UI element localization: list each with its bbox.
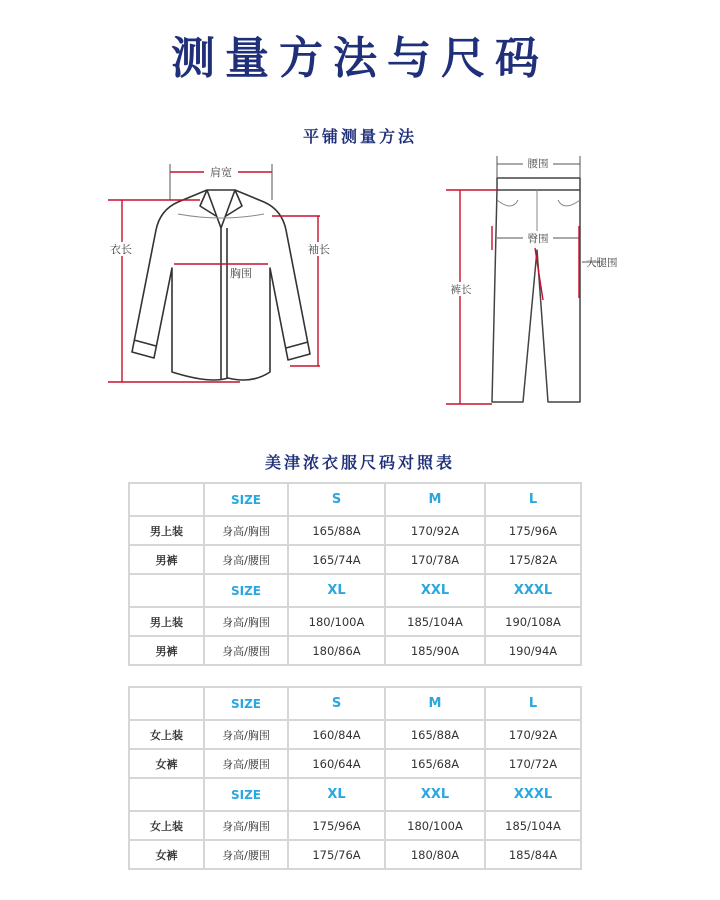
size-value: 165/74A (288, 545, 385, 574)
size-value: 165/88A (288, 516, 385, 545)
size-header-cell: M (385, 687, 485, 720)
size-value: 185/90A (385, 636, 485, 665)
row-spec: 身高/腰围 (204, 749, 288, 778)
size-value: 175/82A (485, 545, 581, 574)
table-header-row (129, 574, 581, 607)
size-value: 185/104A (385, 607, 485, 636)
row-label: 女上装 (129, 720, 204, 749)
size-value: 175/96A (288, 811, 385, 840)
measure-method-heading: 平铺测量方法 (302, 127, 417, 146)
row-label: 女上装 (129, 811, 204, 840)
chest-label: 胸围 (230, 267, 252, 280)
size-header-cell: SIZE (204, 778, 288, 811)
size-value: 165/68A (385, 749, 485, 778)
thigh-label: 大腿围 (586, 257, 618, 269)
page-title: 测量方法与尺码 (171, 33, 549, 84)
row-label: 男裤 (129, 636, 204, 665)
size-value: 180/100A (288, 607, 385, 636)
table-row (129, 720, 581, 749)
size-value: 175/76A (288, 840, 385, 869)
table-row (129, 636, 581, 665)
row-label: 男上装 (129, 516, 204, 545)
size-header-cell: SIZE (204, 483, 288, 516)
size-value: 190/108A (485, 607, 581, 636)
size-value: 180/100A (385, 811, 485, 840)
shirt-collar (200, 190, 242, 228)
empty-cell (129, 574, 204, 607)
size-value: 170/78A (385, 545, 485, 574)
pants-pocket-left (497, 200, 518, 206)
pants-length-label: 裤长 (450, 284, 472, 296)
empty-cell (129, 778, 204, 811)
size-value: 160/84A (288, 720, 385, 749)
size-value: 175/96A (485, 516, 581, 545)
size-header-cell: S (288, 687, 385, 720)
women-size-table (128, 686, 582, 870)
size-header-cell: L (485, 687, 581, 720)
size-header-cell: M (385, 483, 485, 516)
row-label: 男上装 (129, 607, 204, 636)
size-value: 180/80A (385, 840, 485, 869)
size-value: 170/92A (385, 516, 485, 545)
shirt-length-label: 衣长 (110, 243, 132, 256)
row-spec: 身高/腰围 (204, 545, 288, 574)
shirt-cuff-right (286, 342, 308, 348)
size-header-cell: XXXL (485, 778, 581, 811)
pants-outline (492, 190, 580, 402)
size-value: 170/92A (485, 720, 581, 749)
size-chart-heading: 美津浓衣服尺码对照表 (264, 453, 455, 472)
size-value: 170/72A (485, 749, 581, 778)
size-header-cell: XL (288, 574, 385, 607)
size-header-cell: SIZE (204, 574, 288, 607)
shirt-cuff-left (134, 340, 156, 346)
table-row (129, 545, 581, 574)
table-header-row (129, 778, 581, 811)
hip-label: 臀围 (527, 233, 549, 245)
size-value: 185/104A (485, 811, 581, 840)
waist-label: 腰围 (527, 158, 549, 170)
pants-waistband (497, 178, 580, 190)
pants-diagram (440, 148, 630, 410)
size-header-cell: XL (288, 778, 385, 811)
row-label: 女裤 (129, 840, 204, 869)
shoulder-label: 肩宽 (210, 166, 232, 179)
men-size-table (128, 482, 582, 666)
size-value: 185/84A (485, 840, 581, 869)
table-row (129, 840, 581, 869)
table-row (129, 607, 581, 636)
empty-cell (129, 687, 204, 720)
shirt-placket (221, 228, 227, 380)
size-value: 190/94A (485, 636, 581, 665)
empty-cell (129, 483, 204, 516)
table-row (129, 516, 581, 545)
size-value: 160/64A (288, 749, 385, 778)
size-header-cell: XXL (385, 574, 485, 607)
table-header-row (129, 483, 581, 516)
row-label: 男裤 (129, 545, 204, 574)
table-header-row (129, 687, 581, 720)
sleeve-label: 袖长 (308, 243, 330, 256)
size-value: 165/88A (385, 720, 485, 749)
shirt-diagram (95, 150, 335, 400)
size-header-cell: XXL (385, 778, 485, 811)
size-header-cell: SIZE (204, 687, 288, 720)
row-spec: 身高/胸围 (204, 516, 288, 545)
size-value: 180/86A (288, 636, 385, 665)
row-spec: 身高/胸围 (204, 811, 288, 840)
table-row (129, 749, 581, 778)
row-label: 女裤 (129, 749, 204, 778)
row-spec: 身高/胸围 (204, 607, 288, 636)
pants-pocket-right (558, 200, 580, 206)
size-header-cell: S (288, 483, 385, 516)
row-spec: 身高/腰围 (204, 840, 288, 869)
row-spec: 身高/胸围 (204, 720, 288, 749)
table-row (129, 811, 581, 840)
size-header-cell: L (485, 483, 581, 516)
size-header-cell: XXXL (485, 574, 581, 607)
row-spec: 身高/腰围 (204, 636, 288, 665)
